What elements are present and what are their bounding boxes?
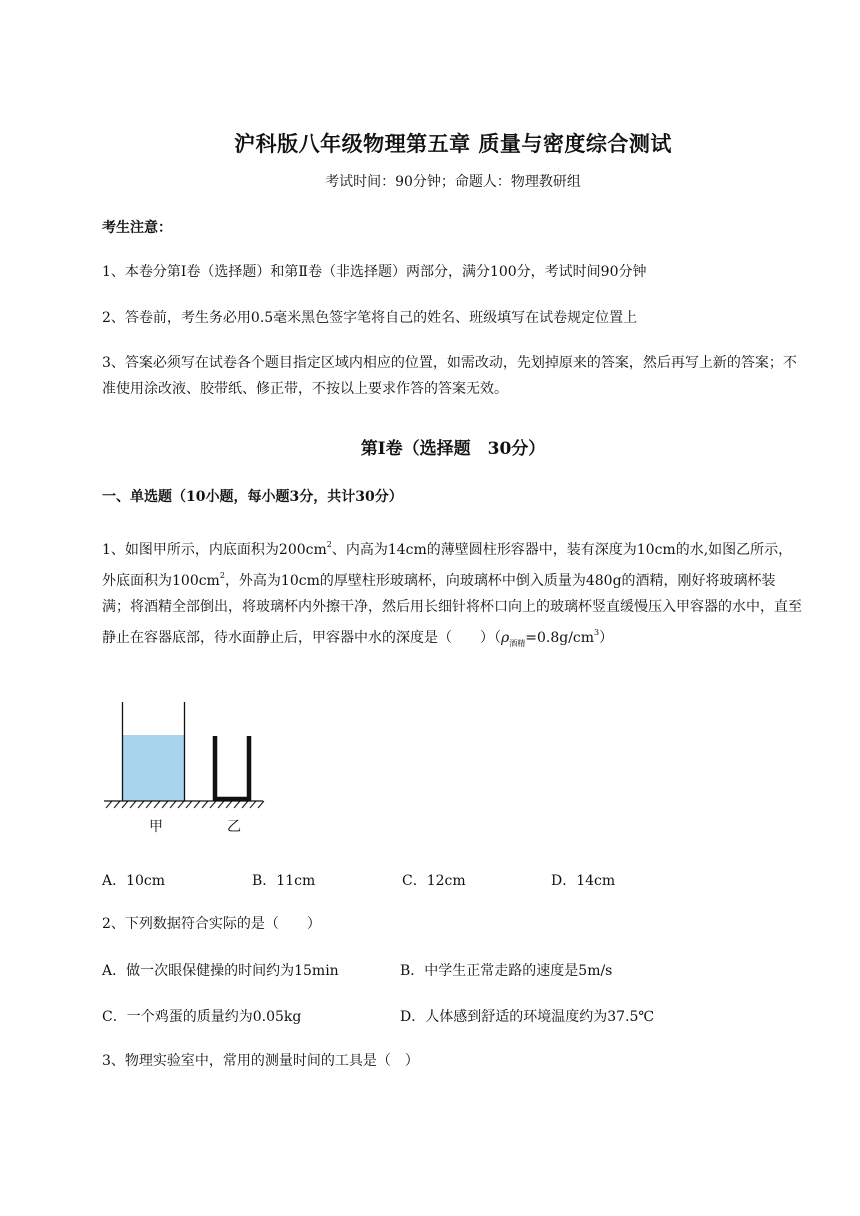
rho-symbol: ρ — [501, 630, 510, 646]
question-1-stem — [102, 532, 802, 657]
containers-diagram — [100, 700, 270, 840]
notice-item-1: 1、本卷分第Ⅰ卷（选择题）和第Ⅱ卷（非选择题）两部分，满分100分，考试时间90分钟 — [102, 264, 647, 280]
notice-item-3: 3、答案必须写在试卷各个题目指定区域内相应的位置，如需改动，先划掉原来的答案，然后再写上新的答案；不准使用涂改液、胶带纸、修正带，不按以上要求作答的答案无效。 — [102, 355, 797, 397]
glass-cup-yi — [215, 736, 249, 799]
q1-sup-a: 2 — [326, 540, 332, 549]
q1-option-d[interactable]: D．14cm — [551, 873, 616, 889]
question-1-figure — [100, 700, 270, 840]
q2-option-a[interactable]: A．做一次眼保健操的时间约为15min — [102, 963, 339, 979]
notice-item-2: 2、答卷前，考生务必用0.5毫米黑色签字笔将自己的姓名、班级填写在试卷规定位置上 — [102, 310, 638, 326]
rho-subscript: 酒精 — [509, 639, 526, 648]
section-title: 第Ⅰ卷（选择题 30分） — [360, 439, 546, 459]
label-jia: 甲 — [149, 819, 163, 835]
question-2-stem: 2、下列数据符合实际的是（ ） — [102, 916, 321, 932]
question-3-stem: 3、物理实验室中，常用的测量时间的工具是（ ） — [102, 1053, 419, 1069]
q1-sup-b: 2 — [219, 571, 225, 580]
q2-option-d[interactable]: D．人体感到舒适的环境温度约为37.5℃ — [400, 1009, 655, 1025]
q1-stem-text-b: 、内高为14cm的薄壁圆柱形容器中，装有深度为10cm的水,如图乙所示，外底面积为100cm — [102, 542, 793, 589]
ground-hatching — [106, 801, 264, 808]
q1-stem-text-e: ） — [599, 630, 614, 646]
water-fill — [123, 735, 184, 801]
label-yi: 乙 — [227, 819, 241, 835]
exam-info: 考试时间：90分钟；命题人：物理教研组 — [325, 174, 581, 190]
q2-option-c[interactable]: C．一个鸡蛋的质量约为0.05kg — [102, 1009, 302, 1025]
notice-heading: 考生注意： — [102, 220, 172, 236]
q1-option-c[interactable]: C．12cm — [402, 873, 466, 889]
q2-option-b[interactable]: B．中学生正常走路的速度是5m/s — [400, 963, 613, 979]
page-title: 沪科版八年级物理第五章 质量与密度综合测试 — [234, 131, 672, 156]
q1-option-b[interactable]: B．11cm — [252, 873, 316, 889]
q1-option-a[interactable]: A．10cm — [102, 873, 166, 889]
part-heading: 一、单选题（10小题，每小题3分，共计30分） — [102, 489, 403, 505]
q1-sup-d: 3 — [594, 628, 600, 637]
q1-stem-text-c: ，外高为10cm的厚壁柱形玻璃杯，向玻璃杯中倒入质量为480g的酒精，刚好将玻璃杯装满；将酒精全部倒出，将玻璃杯内外擦干净，然后用长细针将杯口向上的玻璃杯竖直缓慢压入甲容器的水中，直至静止在容器底部，待水面静止后，甲容器中水的深度是（ ）（ — [102, 573, 802, 646]
q1-stem-text-a: 1、如图甲所示，内底面积为200cm — [102, 542, 327, 558]
q1-stem-text-d: =0.8g/cm — [525, 630, 595, 646]
